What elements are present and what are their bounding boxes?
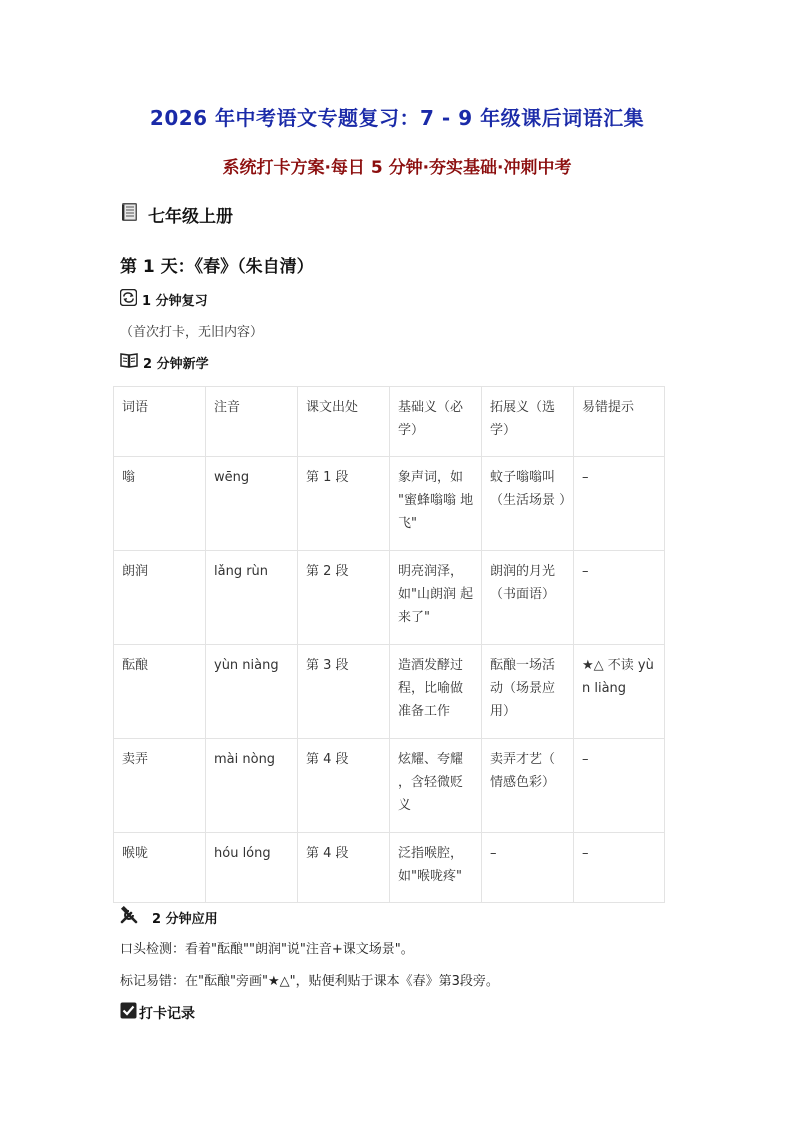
checkin-heading-label: 打卡记录 <box>139 1005 195 1022</box>
table-cell: wēng <box>206 457 298 551</box>
volume-heading-label: 七年级上册 <box>148 207 233 227</box>
table-cell: 第 3 段 <box>298 645 390 739</box>
apply-mark-mistakes: 标记易错：在"酝酿"旁画"★△"，贴便利贴于课本《春》第3段旁。 <box>120 974 499 989</box>
header-cell-basic-meaning: 基础义（必学） <box>390 387 482 457</box>
table-cell: 朗润 <box>114 551 206 645</box>
table-header-row <box>114 387 665 457</box>
table-row <box>114 833 665 903</box>
table-cell: – <box>574 833 665 903</box>
table-cell: hóu lóng <box>206 833 298 903</box>
document-subtitle: 系统打卡方案·每日 5 分钟·夯实基础·冲刺中考 <box>222 158 572 178</box>
vocab-table <box>113 386 665 903</box>
table-cell: 象声词，如 "蜜蜂嗡嗡 地飞" <box>390 457 482 551</box>
table-cell: 卖弄 <box>114 739 206 833</box>
table-cell: 喉咙 <box>114 833 206 903</box>
notebook-icon <box>120 202 140 227</box>
table-cell: – <box>574 457 665 551</box>
header-cell-extended-meaning: 拓展义（选学） <box>482 387 574 457</box>
table-cell: 蚊子嗡嗡叫 （生活场景 ） <box>482 457 574 551</box>
table-cell: – <box>482 833 574 903</box>
apply-heading <box>120 906 218 928</box>
table-cell: 酝酿 <box>114 645 206 739</box>
review-heading <box>120 289 208 310</box>
table-cell: 酝酿一场活 动（场景应 用） <box>482 645 574 739</box>
document-title: 2026 年中考语文专题复习：7 - 9 年级课后词语汇集 <box>149 106 645 130</box>
header-cell-pinyin: 注音 <box>206 387 298 457</box>
apply-heading-label: 2 分钟应用 <box>152 911 218 927</box>
table-row <box>114 457 665 551</box>
repeat-icon <box>120 289 137 310</box>
table-cell: – <box>574 551 665 645</box>
table-cell: 明亮润泽，如"山朗润 起来了" <box>390 551 482 645</box>
table-cell: yùn niàng <box>206 645 298 739</box>
checkin-heading <box>120 1002 195 1023</box>
table-cell: 第 4 段 <box>298 739 390 833</box>
volume-heading <box>120 202 233 227</box>
table-row <box>114 645 665 739</box>
new-learning-heading-label: 2 分钟新学 <box>143 356 209 372</box>
table-row <box>114 739 665 833</box>
review-heading-label: 1 分钟复习 <box>142 294 208 309</box>
header-cell-tips: 易错提示 <box>574 387 665 457</box>
table-cell: 第 1 段 <box>298 457 390 551</box>
table-row <box>114 551 665 645</box>
table-cell: – <box>574 739 665 833</box>
apply-oral-check: 口头检测：看着"酝酿""朗润"说"注音+课文场景"。 <box>120 942 414 957</box>
table-cell: 造酒发酵过程，比喻做准备工作 <box>390 645 482 739</box>
table-cell: 泛指喉腔，如"喉咙疼" <box>390 833 482 903</box>
table-cell: ★△ 不读 yùn liàng <box>574 645 665 739</box>
open-book-icon <box>120 352 138 372</box>
table-cell: 卖弄才艺（ 情感色彩） <box>482 739 574 833</box>
new-learning-heading <box>120 352 209 372</box>
table-cell: 嗡 <box>114 457 206 551</box>
day-heading: 第 1 天：《春》（朱自清） <box>120 257 314 277</box>
review-note: （首次打卡，无旧内容） <box>120 325 264 340</box>
tools-icon <box>120 906 138 928</box>
header-cell-word: 词语 <box>114 387 206 457</box>
check-box-icon <box>120 1002 137 1023</box>
table-cell: 朗润的月光 （书面语） <box>482 551 574 645</box>
table-cell: mài nòng <box>206 739 298 833</box>
table-cell: 第 2 段 <box>298 551 390 645</box>
table-cell: 炫耀、夸耀 ，含轻微贬 义 <box>390 739 482 833</box>
table-cell: 第 4 段 <box>298 833 390 903</box>
table-cell: lǎng rùn <box>206 551 298 645</box>
header-cell-source: 课文出处 <box>298 387 390 457</box>
